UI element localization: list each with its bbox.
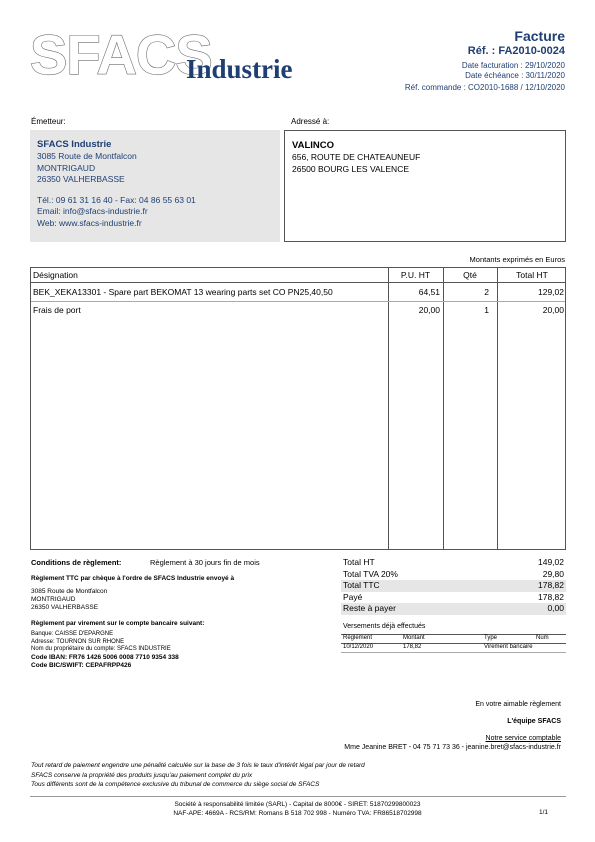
col-header-designation: Désignation <box>33 270 78 280</box>
payment-type: Virement bancaire <box>484 644 533 650</box>
order-ref: Réf. commande : CO2010-1688 / 12/10/2020 <box>404 83 565 92</box>
item-total: 129,02 <box>538 287 564 297</box>
payments-col-reglement: Règlement <box>343 635 373 641</box>
invoice-ref: Réf. : FA2010-0024 <box>467 45 565 57</box>
emitter-city: MONTRIGAUD <box>37 162 96 173</box>
emitter-phone: Tél.: 09 61 31 16 40 - Fax: 04 86 55 63 01 <box>37 194 196 205</box>
due-date: Date échéance : 30/11/2020 <box>465 71 565 80</box>
emitter-web[interactable]: Web: www.sfacs-industrie.fr <box>37 217 142 228</box>
payment-conditions-label: Conditions de règlement: <box>31 558 122 567</box>
emitter-postal: 26350 VALHERBASSE <box>37 174 125 184</box>
total-value: 149,02 <box>538 557 564 567</box>
invoice-date: Date facturation : 29/10/2020 <box>461 61 565 70</box>
item-unit-price: 64,51 <box>418 287 440 297</box>
currency-note: Montants exprimés en Euros <box>469 255 565 264</box>
footer <box>0 800 595 818</box>
total-value: 178,82 <box>538 591 564 602</box>
bic: Code BIC/SWIFT: CEPAFRPP426 <box>31 661 132 669</box>
cheque-title: Règlement TTC par chèque à l'ordre de SFACS Industrie envoyé à <box>31 575 235 582</box>
payments-col-type: Type <box>484 635 498 641</box>
bank-name: Banque: CAISSE D'EPARGNE <box>31 631 114 637</box>
emitter-email[interactable]: Email: info@sfacs-industrie.fr <box>37 206 148 216</box>
total-label: Total TVA 20% <box>343 568 398 579</box>
col-header-quantity: Qté <box>463 270 477 280</box>
item-unit-price: 20,00 <box>418 305 440 315</box>
cheque-address <box>31 588 107 612</box>
footer-legal-line: Société à responsabilité limitée (SARL) - Capital de 8000€ - SIRET: 51870299800023 <box>174 801 421 808</box>
col-header-total: Total HT <box>516 270 548 280</box>
header-divider <box>31 282 565 283</box>
item-designation: Frais de port <box>33 305 81 315</box>
logo-brand-text: SFACS <box>30 23 212 86</box>
payment-amount: 178,82 <box>403 644 422 650</box>
recipient-label: Adressé à: <box>291 117 330 126</box>
emitter-name: SFACS Industrie <box>37 139 112 150</box>
payments-divider <box>341 652 566 653</box>
payments-title: Versements déjà effectués <box>343 623 426 630</box>
legal-line: Tout retard de paiement engendre une pénalité calculée sur la base de 3 fois le taux d'intérêt légal par jour de retard <box>31 762 365 769</box>
payments-col-num: Num <box>536 635 549 641</box>
accounting-contact[interactable]: Mme Jeanine BRET - 04 75 71 73 36 - jeanine.bret@sfacs-industrie.fr <box>344 744 561 751</box>
payments-col-montant: Montant <box>403 635 425 641</box>
recipient-postal: 26500 BOURG LES VALENCE <box>292 163 410 174</box>
iban: Code IBAN: FR76 1426 5006 0008 7710 9354 338 <box>31 653 179 661</box>
footer-divider <box>30 796 566 797</box>
team-signature: L'équipe SFACS <box>507 718 561 725</box>
item-total: 20,00 <box>542 305 564 315</box>
logo-suffix: Industrie <box>186 54 293 84</box>
total-value: 0,00 <box>547 603 564 613</box>
company-logo <box>30 23 212 86</box>
legal-line: Tous différents sont de la compétence exclusive du tribunal de commerce du siège social de SFACS <box>31 781 320 788</box>
recipient-address: 656, ROUTE DE CHATEAUNEUF <box>292 152 421 162</box>
closing-line: En votre aimable règlement <box>475 701 561 708</box>
payments-divider <box>341 634 566 635</box>
account-owner: Nom du propriétaire du compte: SFACS INDUSTRIE <box>31 646 171 652</box>
cheque-address-line: MONTRIGAUD <box>31 596 76 603</box>
row-divider <box>31 301 565 302</box>
items-table <box>30 267 566 550</box>
total-label: Total TTC <box>343 580 380 590</box>
cheque-address-line: 3085 Route de Montfalcon <box>31 588 108 595</box>
col-header-unit-price: P.U. HT <box>400 270 431 280</box>
total-value: 178,82 <box>538 580 564 590</box>
emitter-label: Émetteur: <box>31 117 66 126</box>
invoice-header <box>405 28 565 93</box>
bank-details <box>31 631 179 670</box>
payment-conditions-value: Règlement à 30 jours fin de mois <box>150 558 260 567</box>
page-number: 1/1 <box>538 809 548 816</box>
totals-block <box>341 557 566 615</box>
emitter-box <box>30 130 280 242</box>
legal-notes <box>31 761 365 790</box>
recipient-name: VALINCO <box>292 140 335 151</box>
total-ttc-row <box>341 580 566 592</box>
remaining-row <box>341 603 566 615</box>
total-value: 29,80 <box>542 568 564 579</box>
transfer-title: Règlement par virement sur le compte bancaire suivant: <box>31 620 205 627</box>
total-label: Reste à payer <box>343 603 396 613</box>
emitter-address: 3085 Route de Montfalcon <box>37 151 137 161</box>
item-designation: BEK_XEKA13301 - Spare part BEKOMAT 13 wearing parts set CO PN25,40,50 <box>33 287 333 297</box>
item-quantity: 1 <box>484 305 489 315</box>
total-label: Total HT <box>343 557 375 567</box>
invoice-title: Facture <box>514 28 565 44</box>
legal-line: SFACS conserve la propriété des produits jusqu'au paiement complet du prix <box>31 771 253 779</box>
total-tva-row <box>341 569 566 581</box>
bank-address: Adresse: TOURNON SUR RHONE <box>31 638 125 645</box>
item-quantity: 2 <box>484 287 489 297</box>
accounting-service: Notre service comptable <box>485 735 561 742</box>
footer-legal-line: NAF-APE: 4669A - RCS/RM: Romans B 518 702 998 - Numéro TVA: FR86518702998 <box>173 810 422 817</box>
recipient-box <box>284 130 566 242</box>
payment-date: 10/12/2020 <box>343 644 374 650</box>
cheque-address-line: 26350 VALHERBASSE <box>31 604 99 611</box>
total-ht-row <box>341 557 566 569</box>
paid-row <box>341 592 566 604</box>
total-label: Payé <box>343 591 363 602</box>
